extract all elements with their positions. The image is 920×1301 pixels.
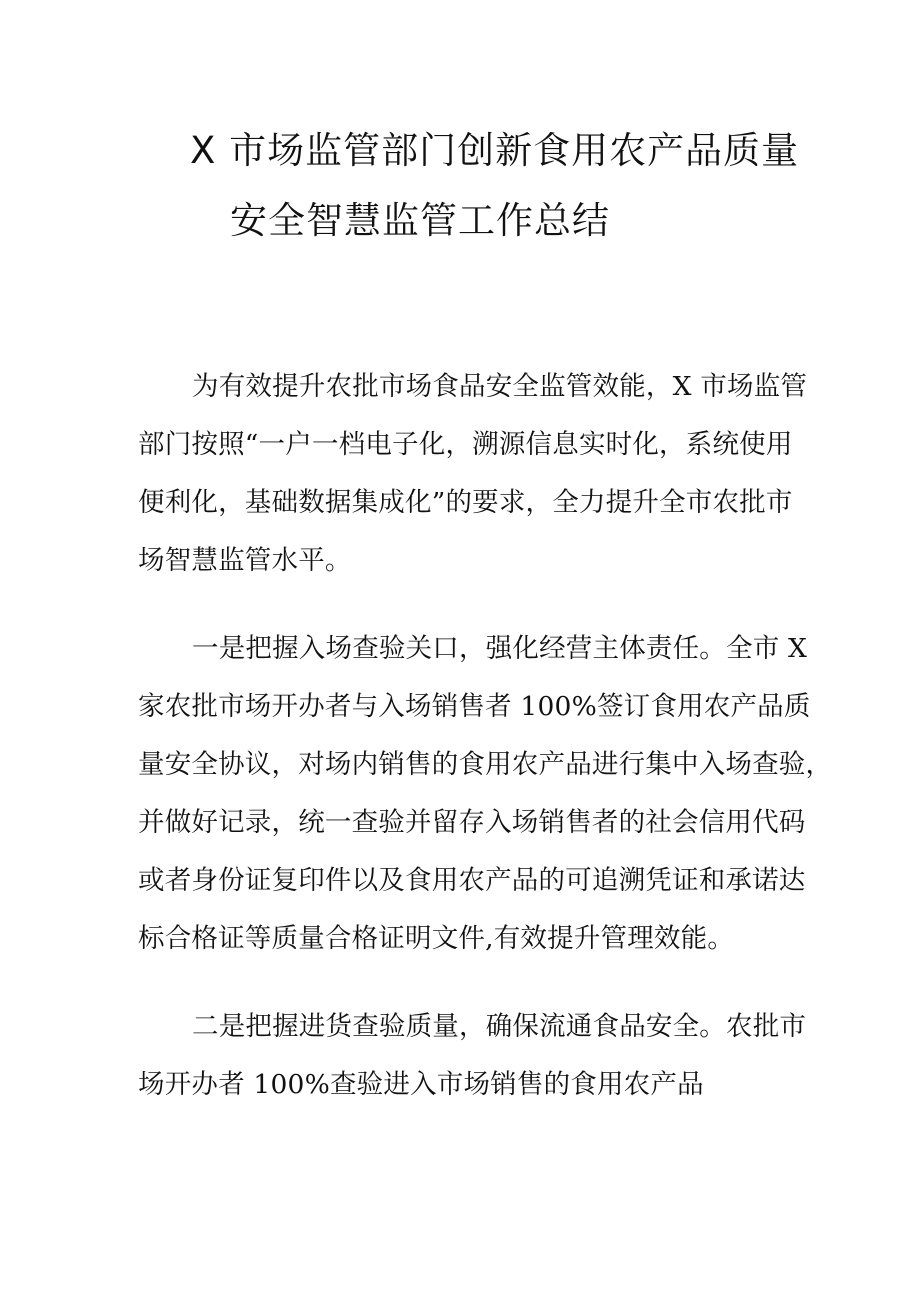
paragraph-line: 或者身份证复印件以及食用农产品的可追溯凭证和承诺达 bbox=[138, 865, 806, 896]
paragraph-line: 并做好记录，统一查验并留存入场销售者的社会信用代码 bbox=[138, 807, 806, 838]
paragraph-line: 为有效提升农批市场食品安全监管效能，X 市场监管 bbox=[192, 371, 808, 402]
document-title-line-2: 安全智慧监管工作总结 bbox=[230, 199, 610, 242]
paragraph-line: 家农批市场开办者与入场销售者 100%签订食用农产品质 bbox=[138, 691, 811, 722]
paragraph-line: 便利化，基础数据集成化”的要求，全力提升全市农批市 bbox=[138, 487, 793, 518]
document-title-line-1: X 市场监管部门创新食用农产品质量 bbox=[190, 129, 800, 172]
paragraph-line: 二是把握进货查验质量，确保流通食品安全。农批市 bbox=[192, 1011, 807, 1042]
paragraph-line: 标合格证等质量合格证明文件,有效提升管理效能。 bbox=[138, 923, 735, 954]
paragraph-line: 量安全协议，对场内销售的食用农产品进行集中入场查验， bbox=[138, 749, 833, 780]
paragraph-line: 场智慧监管水平。 bbox=[138, 545, 352, 576]
paragraph-line: 场开办者 100%查验进入市场销售的食用农产品 bbox=[138, 1069, 704, 1100]
paragraph-line: 部门按照“一户一档电子化，溯源信息实时化，系统使用 bbox=[138, 429, 793, 460]
paragraph-line: 一是把握入场查验关口，强化经营主体责任。全市 X bbox=[192, 633, 808, 664]
